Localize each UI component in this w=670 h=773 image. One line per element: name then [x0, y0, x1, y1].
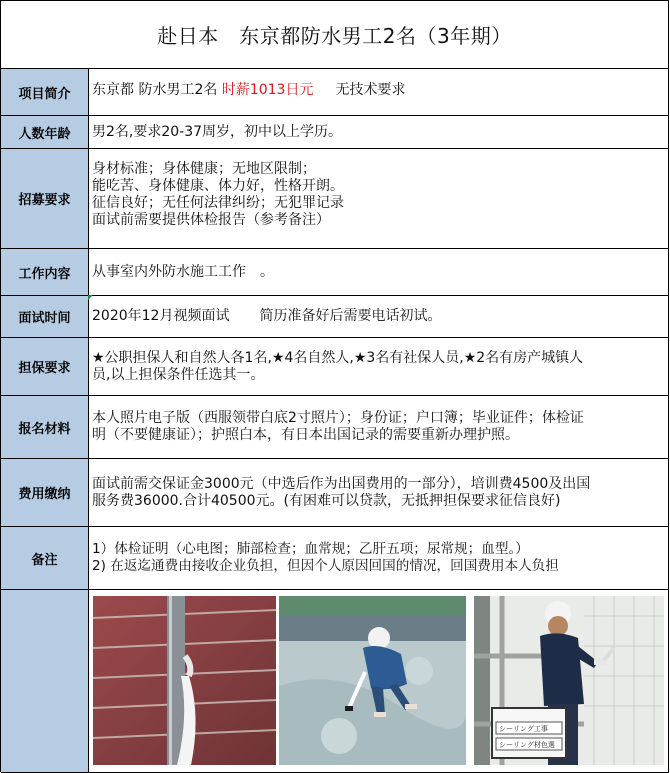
label-photos — [1, 590, 89, 772]
row-materials — [1, 396, 669, 459]
value-guarantee — [89, 338, 668, 395]
cell-marker — [88, 295, 93, 300]
interview-note-text: 简历准备好后需要电话初试。 — [259, 308, 442, 324]
project-text: 东京都 防水男工2名 — [92, 82, 222, 98]
skill-text: 无技术要求 — [335, 82, 406, 98]
photo-sealant-wall — [93, 596, 276, 765]
requirement-line: 能吃苦、身体健康、体力好，性格开朗。 — [92, 178, 344, 194]
value-fees — [89, 459, 668, 526]
fees-line: 面试前需交保证金3000元（中选后作为出国费用的一部分），培训费4500及出国 — [92, 475, 591, 492]
fees-line: 服务费36000.合计40500元。(有困难可以贷款，无抵押担保要求征信良好) — [92, 492, 561, 509]
headcount-text: 男2名,要求20-37周岁，初中以上学历。 — [92, 123, 343, 140]
row-photos — [1, 590, 669, 773]
label-materials: 报名材料 — [1, 396, 89, 458]
row-requirements — [1, 149, 669, 249]
value-materials — [89, 396, 668, 458]
label-headcount: 人数年龄 — [1, 116, 89, 148]
value-notes — [89, 527, 668, 589]
requirement-line: 面试前需要提供体检报告（参考备注） — [92, 212, 330, 228]
value-project-summary — [89, 69, 668, 115]
notes-line: 1）体检证明（心电图；肺部检查；血常规；乙肝五项；尿常规；血型。） — [92, 541, 529, 557]
guarantee-line: 员,以上担保条件任选其一。 — [92, 366, 265, 383]
interview-date-text: 2020年12月视频面试 — [92, 308, 230, 324]
row-guarantee — [1, 338, 669, 396]
value-requirements — [89, 149, 668, 248]
photo-scaffold-worker — [474, 596, 664, 765]
label-fees: 费用缴纳 — [1, 459, 89, 526]
salary-text: 时薪1013日元 — [221, 82, 314, 98]
sign-line-1: シーリング工事 — [499, 725, 548, 733]
guarantee-line: ★公职担保人和自然人各1名,★4名自然人,★3名有社保人员,★2名有房产城镇人 — [92, 349, 584, 366]
page-title: 赴日本 东京都防水男工2名（3年期） — [1, 1, 669, 69]
label-project-summary: 项目简介 — [1, 69, 89, 115]
value-work-content — [89, 249, 668, 295]
floor-waterproofing-image — [279, 596, 466, 765]
scaffold-worker-image — [474, 596, 664, 765]
work-text: 从事室内外防水施工工作 。 — [92, 263, 274, 280]
row-fees — [1, 459, 669, 527]
value-headcount — [89, 116, 668, 148]
value-interview-time — [89, 296, 668, 337]
requirement-line: 身材标准；身体健康；无地区限制； — [92, 161, 316, 177]
label-requirements: 招募要求 — [1, 149, 89, 248]
row-notes — [1, 527, 669, 590]
label-notes: 备注 — [1, 527, 89, 589]
sign-line-2: シーリング材色選 — [499, 741, 555, 749]
row-project-summary — [1, 69, 669, 116]
label-guarantee: 担保要求 — [1, 338, 89, 395]
photo-floor-waterproofing — [279, 596, 466, 765]
materials-line: 明（不要健康证）；护照白本，有日本出国记录的需要重新办理护照。 — [92, 427, 519, 443]
materials-line: 本人照片电子版（西服领带白底2寸照片）；身份证；户口簿；毕业证件；体检证 — [92, 410, 584, 426]
requirement-line: 征信良好；无任何法律纠纷；无犯罪记录 — [92, 195, 344, 211]
photo-strip — [89, 590, 668, 772]
sealant-wall-image — [93, 596, 276, 765]
row-work-content — [1, 249, 669, 296]
label-work-content: 工作内容 — [1, 249, 89, 295]
label-interview-time: 面试时间 — [1, 296, 89, 337]
row-headcount — [1, 116, 669, 149]
row-interview-time — [1, 296, 669, 338]
notes-line: 2) 在返迄通费由接收企业负担，但因个人原因回国的情况，回国费用本人负担 — [92, 558, 559, 574]
